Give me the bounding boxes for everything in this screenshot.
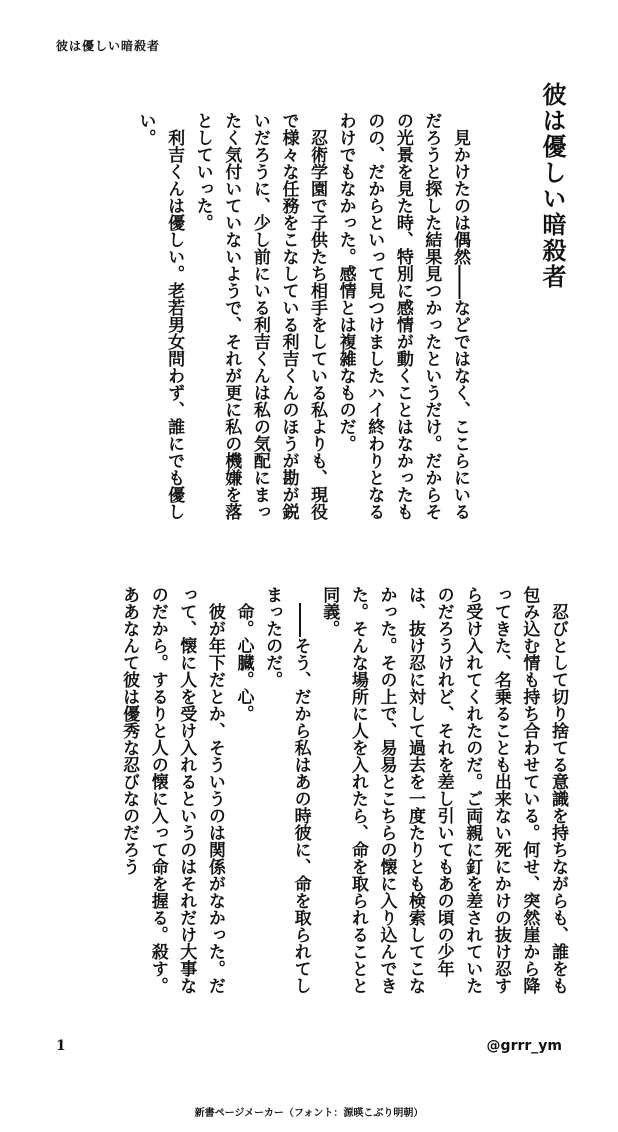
page-number: 1 [56, 1038, 66, 1054]
paragraph: 命。心臓。心。 [233, 603, 254, 722]
author-handle: @grrr_ym [486, 1038, 562, 1054]
paragraph: ――そう、だから私はあの時彼に、命を取られてしまったのだ。 [262, 586, 311, 994]
paragraph: 見かけたのは偶然――などではなく、ここらにいるだろうと探した結果見つかったというだけ。だからその光景を見た時、特別に感情が動くことはなかったものの、だからといって見つけましたハイ終わりとなるわけでもなかった。感情とは複雑なものだ。 [335, 112, 470, 520]
paragraph: 彼が年下だとか、そういうのは関係がなかった。だって、懐に人を受け入れるというのはそれだけ大事なのだから。するりと人の懐に入って命を握る。殺す。ああなんて彼は優秀な忍びなのだろう [119, 586, 225, 994]
page-title: 彼は優しい暗殺者 [538, 82, 567, 290]
paragraph: 利吉くんは優しい。老若男女問わず、誰にでも優しい。 [135, 112, 185, 520]
running-header: 彼は優しい暗殺者 [56, 39, 161, 53]
text-block-top [52, 112, 474, 522]
paragraph: 忍術学園で子供たち相手をしている私よりも、現役で様々な任務をこなしている利吉くんのほうが勘が鋭いだろうに、少し前にいる利吉くんは私の気配にまったく気付いていないようで、それが更に私の機嫌を落としていった。 [192, 112, 328, 520]
text-block-bottom [52, 586, 572, 996]
paragraph: 忍びとして切り捨てる意識を持ちながらも、誰をも包み込む情も持ち合わせている。何せ、突然崖から降ってきた、名乗ることも出来ない死にかけの抜け忍すら受け入れてくれたのだ。ご両親に釘を差されていたのだろうけれど、それを差し引いてもあの頃の少年は、抜け忍に対して過去を一度たりとも検索してこなかった。その上で、易易とこちらの懐に入り込んできた。そんな場所に人を入れたら、命を取られることと同義。 [319, 586, 568, 994]
footer-credit: 新書ページメーカー（フォント：源暎こぶり明朝） [194, 1108, 424, 1119]
